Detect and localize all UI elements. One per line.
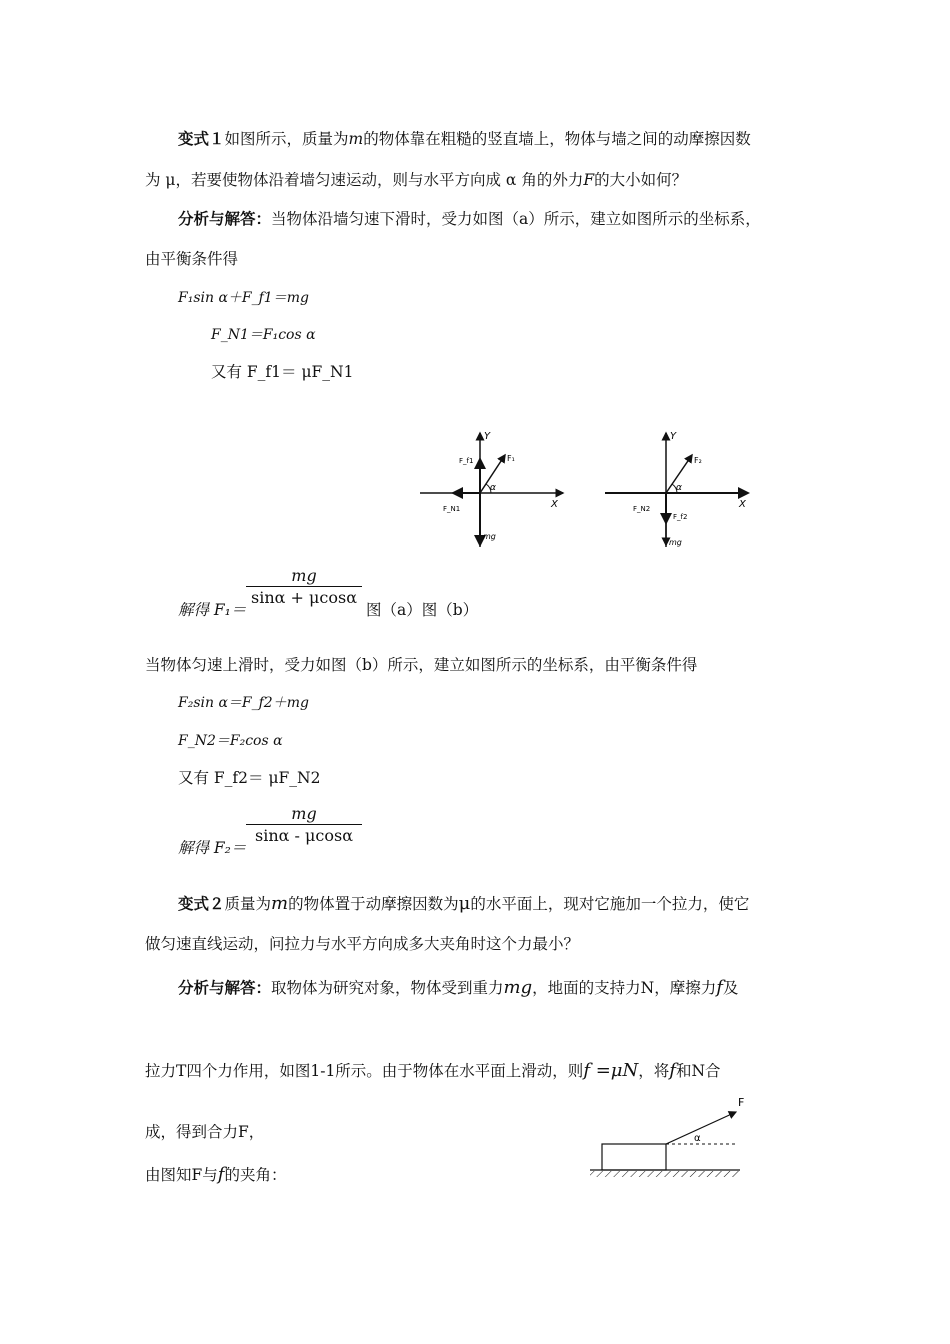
alpha-label: α (676, 483, 682, 493)
variant2-line2: 做匀速直线运动，问拉力与水平方向成多大夹角时这个力最小？ (145, 935, 580, 953)
variant1-line2: 为 μ，若要使物体沿着墙匀速运动，则与水平方向成 α 角的外力F的大小如何？ (145, 171, 688, 189)
solution2-fraction (246, 804, 362, 847)
variant2-title: 变式２ (178, 894, 225, 913)
ff2-label: F_f2 (673, 513, 688, 521)
variant2-analysis-line3: 成，得到合力F， (145, 1123, 265, 1141)
force-diagram-b (603, 425, 758, 555)
fn2-label: F_N2 (633, 505, 651, 513)
variant1-line1: 变式１如图所示，质量为m的物体靠在粗糙的竖直墙上，物体与墙之间的动摩擦因数 (178, 129, 751, 148)
equation-5: F_N2＝F₂cos α (178, 733, 283, 749)
block-diagram (588, 1092, 748, 1182)
variant2-line1: 变式２质量为m的物体置于动摩擦因数为μ的水平面上，现对它施加一个拉力，使它 (178, 893, 750, 914)
force-diagram-a (415, 425, 580, 555)
y-label: Y (670, 431, 677, 442)
equation-2: F_N1＝F₁cos α (211, 327, 316, 343)
equation-4: F₂sin α＝F_f2＋mg (178, 695, 309, 711)
f2-label: F₂ (694, 456, 702, 465)
ground-hatch (590, 1171, 740, 1177)
y-label: Y (484, 431, 491, 442)
variant1-analysis-line2: 由平衡条件得 (145, 250, 239, 268)
variant2-analysis-line1: 分析与解答：取物体为研究对象，物体受到重力mg，地面的支持力N，摩擦力f及 (178, 977, 739, 998)
ff1-label: F_f1 (459, 457, 474, 465)
x-label: X (739, 499, 746, 510)
force-f-arrow (666, 1112, 736, 1144)
mg-label: mg (483, 532, 496, 541)
x-label: X (551, 499, 558, 510)
mg-label: mg (669, 538, 682, 547)
up-slide-text: 当物体匀速上滑时，受力如图（b）所示，建立如图所示的坐标系，由平衡条件得 (145, 656, 698, 674)
equation-3: 又有 F_f1＝ μF_N1 (211, 363, 354, 381)
solution1-fraction (246, 566, 362, 609)
solution2-denominator: sinα - μcosα (254, 826, 354, 845)
figure-captions: 图（a）图（b） (366, 601, 479, 619)
alpha-label: α (490, 483, 496, 493)
force-f-label: F (738, 1096, 745, 1109)
variant2-analysis-line4: 由图知F与f的夹角： (145, 1164, 287, 1185)
variant2-analysis-line2: 拉力T四个力作用，如图1-1所示。由于物体在水平面上滑动，则f =μN，将f和N合 (145, 1060, 721, 1081)
solution1-label: 解得 F₁＝ (178, 601, 247, 619)
equation-6: 又有 F_f2＝ μF_N2 (178, 769, 321, 787)
equation-1: F₁sin α＋F_f1＝mg (178, 290, 309, 306)
solution1-numerator: mg (291, 566, 317, 585)
solution2-numerator: mg (291, 804, 317, 823)
solution1-denominator: sinα + μcosα (250, 588, 358, 607)
fn1-label: F_N1 (443, 505, 461, 513)
f1-label: F₁ (507, 454, 515, 463)
block (602, 1144, 666, 1170)
solution2-label: 解得 F₂＝ (178, 839, 247, 857)
angle-alpha-label: α (694, 1133, 701, 1144)
variant1-analysis-line1: 分析与解答：当物体沿墙匀速下滑时，受力如图（a）所示，建立如图所示的坐标系， (178, 209, 761, 228)
variant1-title: 变式１ (178, 129, 225, 148)
